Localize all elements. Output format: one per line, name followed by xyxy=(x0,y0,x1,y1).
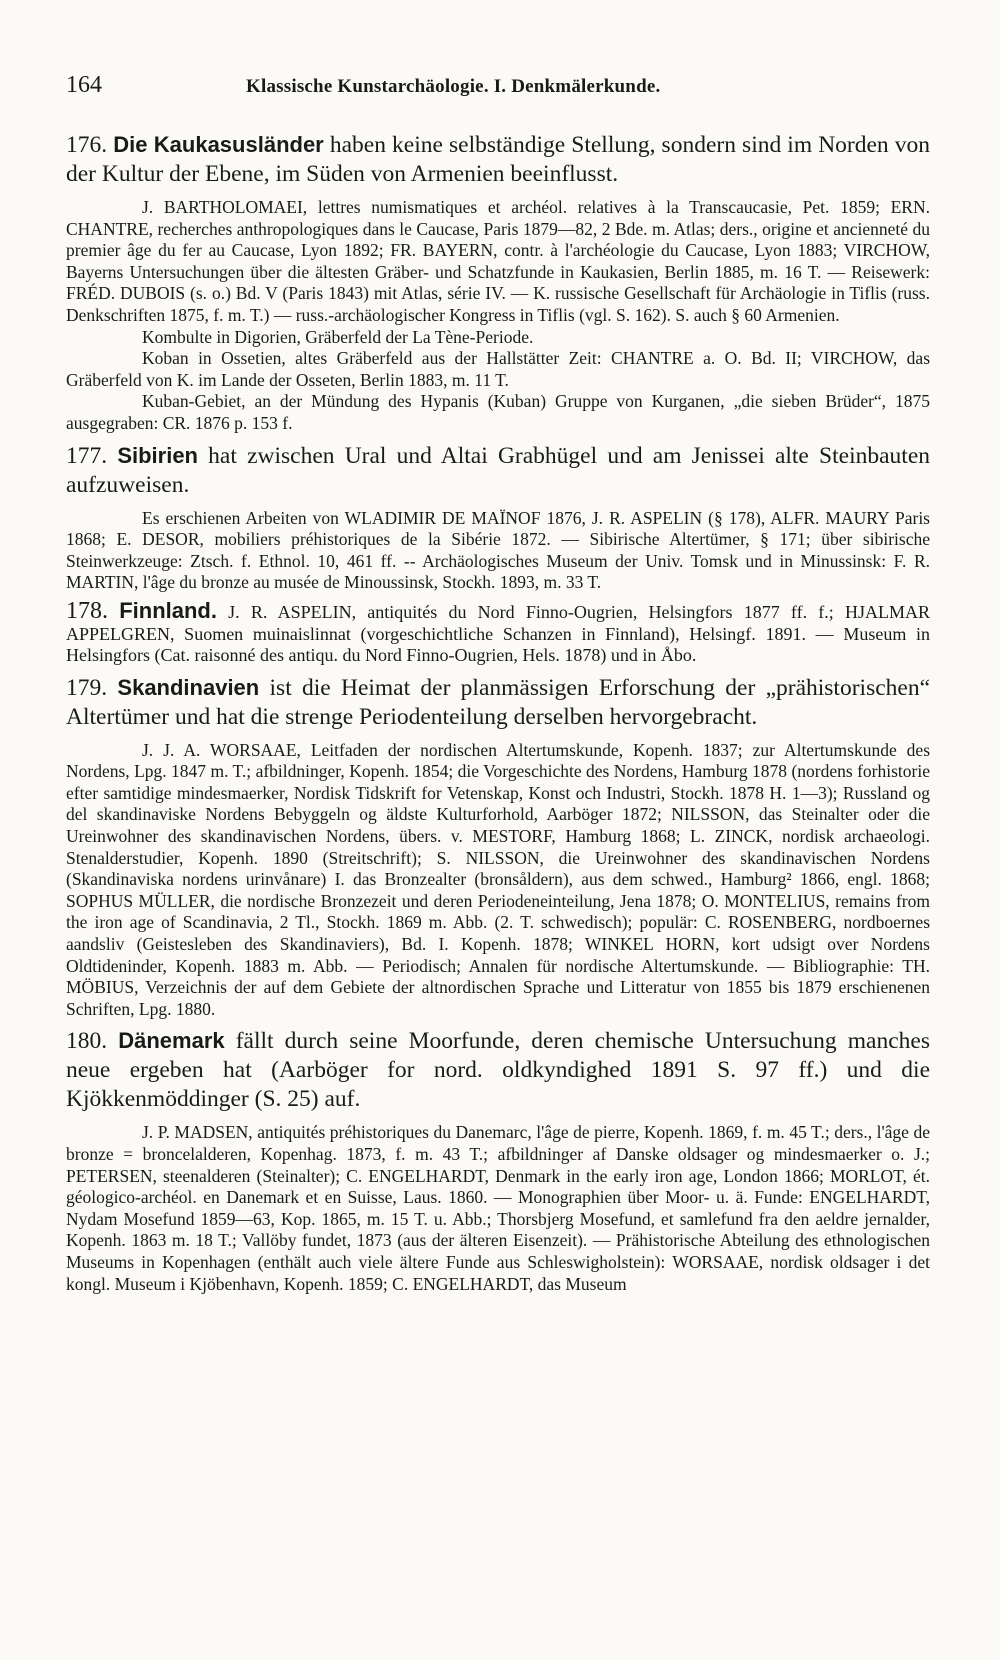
section-number: 176. xyxy=(66,132,108,158)
section-177 xyxy=(66,441,930,500)
section-text: ist die Heimat der planmässigen Erforschung der „prähistorischen“ Altertümer und hat die strenge Periodenteilung derselben hervorgebracht. xyxy=(66,674,931,730)
running-title: Klassische Kunstarchäologie. I. Denkmälerkunde. xyxy=(246,76,661,97)
page-header xyxy=(66,72,930,106)
section-heading: Skandinavien xyxy=(117,674,260,700)
section-180 xyxy=(66,1026,930,1114)
section-number: 179. xyxy=(66,674,108,701)
reference-paragraph: Es erschienen Arbeiten von WLADIMIR DE MAÏNOF 1876, J. R. ASPELIN (§ 178), ALFR. MAURY Paris 1868; E. DESOR, mobiliers préhistoriques de la Sibérie 1872. — Sibirische Altertümer, § 171; über sibirische Steinwerkzeuge: Ztsch. f. Ethnol. 10, 461 ff. -- Archäologisches Museum der Univ. Tomsk und in Minussinsk: F. R. MARTIN, l'âge du bronze au musée de Minoussinsk, Stockh. 1893, m. 33 T. xyxy=(66,507,930,593)
section-heading: Dänemark xyxy=(118,1028,225,1054)
section-number: 178. xyxy=(66,597,108,624)
reference-paragraph: J. BARTHOLOMAEI, lettres numismatiques et archéol. relatives à la Transcaucasie, Pet. 1859; ERN. CHANTRE, recherches anthropologiques dans le Caucase, Paris 1879—82, 2 Bde. m. Atlas; ders., origine et ancienneté du premier âge du fer au Caucase, Lyon 1892; FR. BAYERN, contr. à l'archéologie du Caucase, Lyon 1883; VIRCHOW, Bayerns Untersuchungen über die ältesten Gräber- und Schatzfunde in Kaukasien, Berlin 1885, m. 16 T. — Reisewerk: FRÉD. DUBOIS (s. o.) Bd. V (Paris 1843) mit Atlas, série IV. — K. russische Gesellschaft für Archäologie in Tiflis (russ. Denkschriften 1875, f. m. T.) — russ.-archäologischer Kongress in Tiflis (vgl. S. 162). S. auch § 60 Armenien. xyxy=(66,197,930,325)
reference-paragraph: Koban in Ossetien, altes Gräberfeld aus der Hallstätter Zeit: CHANTRE a. O. Bd. II; VIRCHOW, das Gräberfeld von K. im Lande der Osseten, Berlin 1883, m. 11 T. xyxy=(66,348,930,390)
reference-paragraph: J. J. A. WORSAAE, Leitfaden der nordischen Altertumskunde, Kopenh. 1837; zur Altertumskunde des Nordens, Lpg. 1847 m. T.; afbildninger, Kopenh. 1854; die Vorgeschichte des Nordens, Hamburg 1878 (nordens forhistorie efter samtidige mindesmaerker, Nordisk Tidskrift for Vetenskap, Konst och Industri, Stockh. 1878 H. 1—3); Russland og del skandinaviske Nordens Bebyggeln og äldste Kulturforhold, Aarböger 1872; NILSSON, das Steinalter oder die Ureinwohner des skandinavischen Nordens, übers. v. MESTORF, Hamburg 1868; L. ZINCK, nordisk archaeologi. Stenalderstudier, Kopenh. 1890 (Streitschrift); S. NILSSON, die Ureinwohner des skandinavischen Nordens (Skandinaviska nordens urinvånare) I. das Bronzealter (bronsåldern), aus dem schwed., Hamburg² 1866, engl. 1868; SOPHUS MÜLLER, die nordische Bronzezeit und deren Periodeneinteilung, Jena 1878; O. MONTELIUS, remains from the iron age of Scandinavia, 2 Tl., Stockh. 1869 m. Abb. (2. T. schwedisch); populär: C. ROSENBERG, nordboernes aandsliv (Geistesleben des Skandinaviers), Bd. I. Kopenh. 1878; WINKEL HORN, kort udsigt over Nordens Oldtideninder, Kopenh. 1883 m. Abb. — Periodisch; Annalen für nordische Altertumskunde. — Bibliographie: TH. MÖBIUS, Verzeichnis der auf dem Gebiete der altnordischen Sprache und Litteratur von 1855 bis 1879 erschienenen Schriften, Lpg. 1880. xyxy=(66,739,930,1019)
section-number: 180. xyxy=(66,1028,108,1055)
section-text: J. R. ASPELIN, antiquités du Nord Finno-Ougrien, Helsingfors 1877 ff. f.; HJALMAR APPELGREN, Suomen muinaislinnat (vorgeschichtliche Schanzen in Finnland), Helsingf. 1891. — Museum in Helsingfors (Cat. raisonné des antiqu. du Nord Finno-Ougrien, Hels. 1878) und in Åbo. xyxy=(66,601,930,666)
section-number: 177. xyxy=(66,442,108,469)
reference-paragraph: Kuban-Gebiet, an der Mündung des Hypanis (Kuban) Gruppe von Kurganen, „die sieben Brüder“, 1875 ausgegraben: CR. 1876 p. 153 f. xyxy=(66,391,930,433)
section-text: hat zwischen Ural und Altai Grabhügel und am Jenissei alte Steinbauten aufzuweisen. xyxy=(66,442,930,498)
section-heading: Finnland. xyxy=(119,597,217,623)
section-text: fällt durch seine Moorfunde, deren chemische Untersuchung manches neue ergeben hat (Aarböger for nord. oldkyndighed 1891 S. 97 ff.) und die Kjökkenmöddinger (S. 25) auf. xyxy=(66,1028,930,1113)
section-heading: Die Kaukasusländer xyxy=(113,132,324,157)
section-text: haben keine selbständige Stellung, sondern sind im Norden von der Kultur der Ebene, im Süden von Armenien beeinflusst. xyxy=(66,132,931,187)
reference-paragraph: Kombulte in Digorien, Gräberfeld der La Tène-Periode. xyxy=(142,326,534,347)
section-176 xyxy=(66,130,930,189)
section-179 xyxy=(66,673,930,732)
page-number: 164 xyxy=(66,72,102,98)
section-heading: Sibirien xyxy=(117,442,198,468)
reference-paragraph: J. P. MADSEN, antiquités préhistoriques du Danemarc, l'âge de pierre, Kopenh. 1869, f. m. 45 T.; ders., l'âge de bronze = broncelalderen, Kopenhag. 1873, f. m. 43 T.; afbildninger af Danske oldsager og mindesmaerker o. J.; PETERSEN, steenalderen (Steinalter); C. ENGELHARDT, Denmark in the early iron age, London 1866; MORLOT, ét. géologico-archéol. en Danemark et en Suisse, Laus. 1860. — Monographien über Moor- u. ä. Funde: ENGELHARDT, Nydam Mosefund 1859—63, Kop. 1865, m. 15 T. u. Abb.; Thorsbjerg Mosefund, et samlefund fra den aeldre jernalder, Kopenh. 1863 m. 18 T.; Vallöby fundet, 1873 (aus der älteren Eisenzeit). — Prähistorische Abteilung des ethnologischen Museums in Kopenhagen (enthält auch viele ältere Funde aus Schleswigholstein): WORSAAE, nordisk oldsager i det kongl. Museum i Kjöbenhavn, Kopenh. 1859; C. ENGELHARDT, das Museum xyxy=(66,1122,930,1294)
section-178 xyxy=(66,597,930,667)
page-body xyxy=(66,130,930,1295)
